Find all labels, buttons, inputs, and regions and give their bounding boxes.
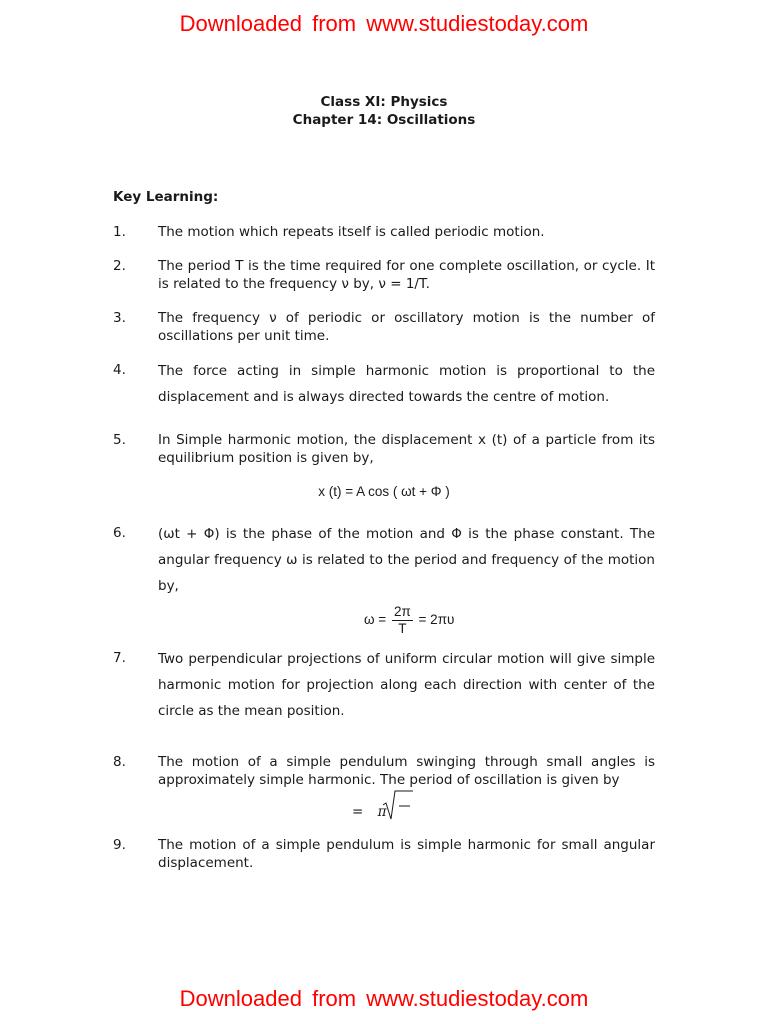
class-title: Class XI: Physics <box>320 94 448 110</box>
item-text: The motion of a simple pendulum swinging through small angles is approximately simple harmonic. The period of oscillation is given by <box>158 754 655 788</box>
angular-frequency-formula <box>364 604 454 637</box>
item-number: 6. <box>113 525 126 541</box>
item-text: The motion which repeats itself is called periodic motion. <box>158 224 545 240</box>
formula-fraction <box>392 604 413 637</box>
formula-omega-rhs: = 2πυ <box>418 612 455 628</box>
item-number: 9. <box>113 837 126 853</box>
item-number: 4. <box>113 362 126 378</box>
item-text: Two perpendicular projections of uniform circular motion will give simple harmonic motion for projection along each direction with center of the circle as the mean position. <box>158 651 655 719</box>
item-text: In Simple harmonic motion, the displacement x (t) of a particle from its equilibrium position is given by, <box>158 432 655 466</box>
chapter-title: Chapter 14: Oscillations <box>292 112 476 128</box>
item-number: 3. <box>113 310 126 326</box>
item-number: 8. <box>113 754 126 770</box>
square-root-icon <box>383 789 413 823</box>
item-number: 7. <box>113 650 126 666</box>
fraction-denominator: T <box>398 621 407 636</box>
watermark-bottom: Downloaded from www.studiestoday.com <box>179 986 589 1011</box>
item-text: The force acting in simple harmonic motion is proportional to the displacement and is always directed towards the centre of motion. <box>158 363 655 405</box>
item-number: 2. <box>113 258 126 274</box>
formula-equals: = <box>352 804 364 820</box>
item-text: (ωt + Φ) is the phase of the motion and Φ is the phase constant. The angular frequency ω is related to the period and frequency of the motion by, <box>158 526 655 594</box>
pendulum-period-formula <box>352 803 386 821</box>
displacement-formula: x (t) = A cos ( ωt + Φ ) <box>318 484 450 499</box>
watermark-top: Downloaded from www.studiestoday.com <box>179 11 589 36</box>
item-text: The frequency ν of periodic or oscillatory motion is the number of oscillations per unit time. <box>158 310 655 344</box>
formula-omega-lhs: ω = <box>364 612 387 628</box>
item-text: The period T is the time required for one complete oscillation, or cycle. It is related to the frequency ν by, ν = 1/T. <box>158 258 655 292</box>
key-learning-heading: Key Learning: <box>113 189 219 205</box>
item-number: 1. <box>113 224 126 240</box>
fraction-numerator: 2π <box>393 604 411 619</box>
item-number: 5. <box>113 432 126 448</box>
page-title <box>0 93 768 129</box>
formula-pi: π <box>377 804 387 820</box>
item-text: The motion of a simple pendulum is simple harmonic for small angular displacement. <box>158 837 655 871</box>
